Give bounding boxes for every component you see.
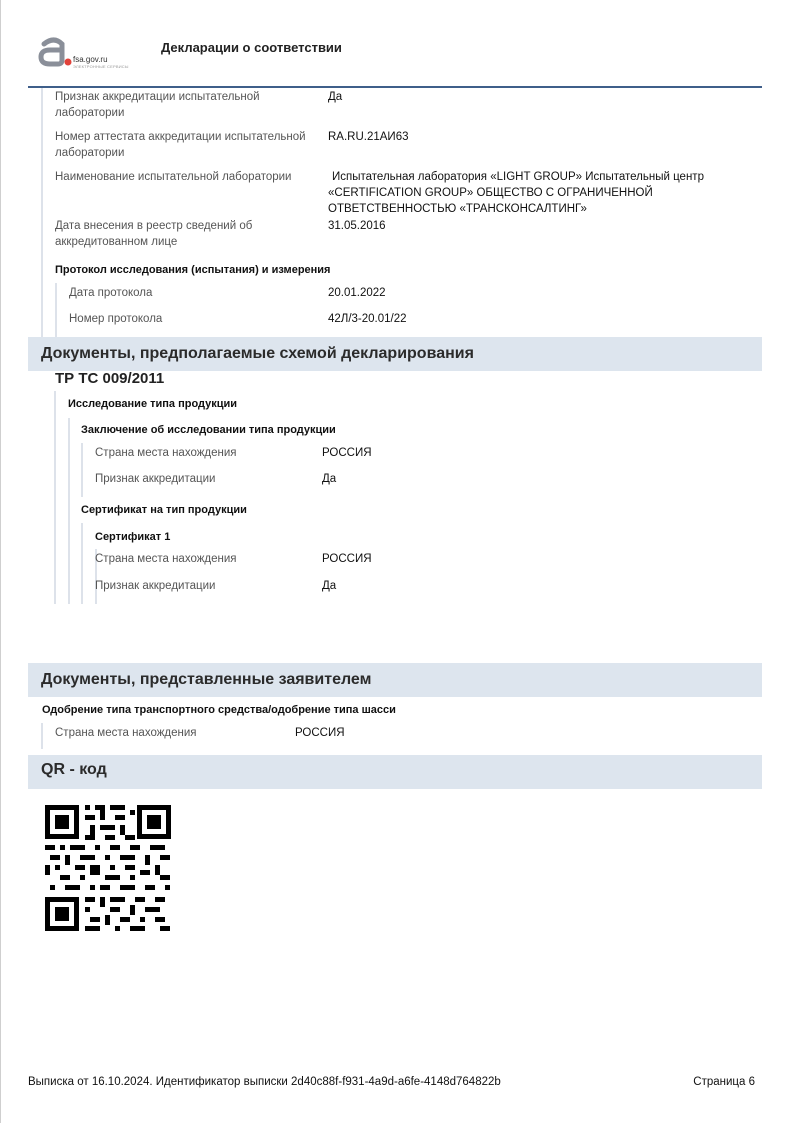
applicant-row-label: Страна места нахождения [55,727,197,739]
lab-row-label: Наименование испытательной лаборатории [55,171,292,183]
lab-row-label: Номер аттестата аккредитации испытательной лаборатории [55,131,306,159]
section-title: Документы, представленные заявителем [41,671,372,688]
section-title: Документы, предполагаемые схемой декларирования [41,345,474,362]
applicant-heading: Одобрение типа транспортного средства/одобрение типа шасси [42,704,396,716]
certificate-heading: Сертификат на тип продукции [81,504,247,516]
protocol-heading: Протокол исследования (испытания) и измерения [55,264,331,276]
header-divider [28,86,762,88]
conclusion-bar [81,443,83,497]
conclusion-row-value: Да [322,473,337,485]
section-title: QR - код [41,761,107,778]
lab-row-label: Признак аккредитации испытательной лаборатории [55,91,260,119]
protocol-row-label: Номер протокола [69,313,163,325]
applicant-bar [41,723,43,749]
applicant-row-value: РОССИЯ [295,727,345,739]
certificate-row-value: Да [322,580,337,592]
tr-title: ТР ТС 009/2011 [55,370,165,387]
tr-block-bar [54,391,56,604]
logo-text: fsa.gov.ru [73,55,108,64]
lab-row-value: Испытательная лаборатория «LIGHT GROUP» Испытательный центр «CERTIFICATION GROUP» ОБЩЕСТВО С ОГРАНИЧЕННОЙ ОТВЕТСТВЕННОСТЬЮ «ТРАНСКОНСАЛТИНГ» [328,171,704,215]
qr-code-image [45,805,171,931]
protocol-row-label: Дата протокола [69,287,153,299]
lab-block-bar [41,88,43,338]
section-band-applicant-docs [28,663,762,697]
protocol-row-value: 42Л/3-20.01/22 [328,313,407,325]
protocol-row-value: 20.01.2022 [328,287,386,299]
fsa-logo-icon [38,36,72,70]
certificate-row-label: Признак аккредитации [95,580,216,592]
fsa-logo[interactable] [38,36,138,72]
lab-row-value: RA.RU.21АИ63 [328,131,409,143]
section-band-qr [28,755,762,789]
conclusion-row-label: Признак аккредитации [95,473,216,485]
type-research-heading: Исследование типа продукции [68,398,238,410]
page-title: Декларации о соответствии [161,40,342,55]
footer-page-number: Страница 6 [693,1076,755,1088]
certificate-row-value: РОССИЯ [322,553,372,565]
protocol-block-bar [55,283,57,337]
certificate-bar [81,523,83,604]
logo-subtitle: ЭЛЕКТРОННЫЕ СЕРВИСЫ [73,64,129,69]
type-research-bar [68,418,70,604]
section-band-scheme-docs [28,337,762,371]
page-border [0,0,1,1123]
certificate-row-label: Страна места нахождения [95,553,237,565]
conclusion-row-label: Страна места нахождения [95,447,237,459]
page-header [0,0,794,90]
lab-row-label: Дата внесения в реестр сведений об аккредитованном лице [55,220,253,248]
lab-row-value: Да [328,91,343,103]
conclusion-heading: Заключение об исследовании типа продукции [81,424,336,436]
conclusion-row-value: РОССИЯ [322,447,372,459]
footer-extract-id: Выписка от 16.10.2024. Идентификатор выписки 2d40c88f-f931-4a9d-a6fe-4148d764822b [28,1076,501,1088]
lab-row-value: 31.05.2016 [328,220,386,232]
certificate-item-heading: Сертификат 1 [95,531,171,543]
